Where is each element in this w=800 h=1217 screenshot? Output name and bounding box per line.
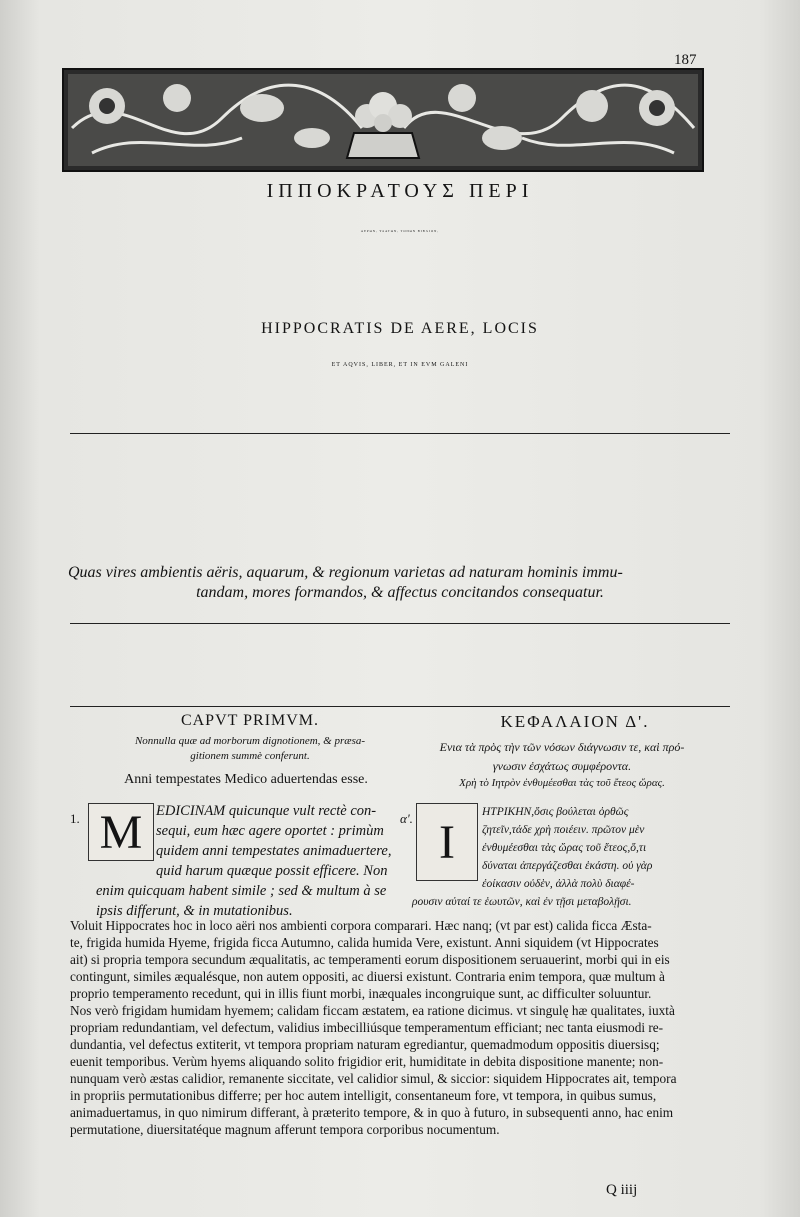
caput-text-line: quidem anni tempestates animaduertere, [156,843,392,859]
commentary-line: contingunt, similes æqualésque, non autem oppositi, ac diuersi existunt. Contraria enim tempora, quæ multum à [70,969,665,984]
greek-text-line: ἐοίκασιν οὐδὲν, ἀλλὰ πολὺ διαφέ- [482,878,635,890]
caput-text-line: EDICINAM quicunque vult rectè con- [156,803,377,819]
caput-text-line: sequi, eum hæc agere oportet : primùm [156,823,384,839]
page-number: 187 [674,52,697,68]
greek-text-line: ρουσιν αὐταί τε ἑωυτῶν, καὶ ἐν τῇσι μεταβολῇσι. [412,896,632,908]
caput-text-line: enim quicquam habent simile ; sed & multum à se [96,883,387,899]
commentary-line: proprio temperamento recedunt, qui in illis fiunt morbi, inæquales incongruique sunt, ac difficulter soluuntur. [70,986,652,1001]
divider-rule [70,623,730,624]
latin-title-line-2: ET AQVIS, LIBER, ET IN EVM GALENI [331,362,469,368]
decorated-initial-I [416,803,478,881]
divider-rule [70,433,730,434]
floral-headpiece-ornament [62,68,704,172]
decorated-initial-M [88,803,154,861]
kephalaion-d-heading: ΚΕΦΑΛΑΙΟΝ Δ'. [500,712,650,731]
caput-heading: CAPVT PRIMVM. [180,712,320,729]
caput-text-line: quid harum quæque possit efficere. Non [156,863,388,879]
commentary-line: ait) si propria tempora secundum æqualitatis, ac temperamenti eorum dispositionem seruauerint, morbi qui in eis [70,952,670,967]
dropcap-letter: I [439,815,455,869]
commentary-line: Voluit Hippocrates hoc in loco aëri nos ambienti corpora comparari. Hæc nanq; (vt par est) calida ficca Æsta- [70,918,652,933]
divider-rule [70,706,730,707]
caput-subtitle-line: Nonnulla quæ ad morborum dignotionem, & præsa- [134,735,366,747]
greek-title-line-1: ΙΠΠΟΚΡΑΤΟΥΣ ΠΕΡΙ [266,180,534,202]
argumentum-libri-line: Quas vires ambientis aëris, aquarum, & regionum varietas ad naturam hominis immu- [68,564,623,581]
caput-text-line: ipsis differunt, & in mutationibus. [96,903,293,919]
greek-text-line: δύναται ἀπεργάζεσθαι ἑκάστη. οὐ γὰρ [482,860,653,872]
caput-note: Anni tempestates Medico aduertendas esse. [124,772,368,787]
commentary-line: nunquam verò æstas calidior, remanente siccitate, vel calidior simul, & siccior: siquidem Hippocrates ait, tempora [70,1071,677,1086]
commentary-line: te, frigida humida Hyeme, frigida ficca Autumno, calida humida Vere, existunt. Anni siquidem (vt Hippocrates [70,935,659,950]
section-number: α'. [400,811,413,826]
caput-subtitle-line: gitionem summè conferunt. [190,750,310,762]
greek-text-line: ΗΤΡΙΚΗΝ,ὅσις βούλεται ὀρθῶς [482,806,629,818]
greek-title-line-2: ΑΕΡΩΝ, ΥΔΑΤΩΝ, ΤΟΠΩΝ ΒΙΒΛΙΟΝ, [360,229,440,233]
dropcap-letter: M [99,805,143,859]
kephalaion-d-note: Χρὴ τὸ Ιητρὸν ἐνθυμέεσθαι τὰς τοῦ ἔτεος ὥρας. [459,777,665,789]
commentary-line: propriam redundantiam, vel defectum, validius imbecilliúsque temperamentum efficiant; nec tanta eiusmodi re- [70,1020,664,1035]
caput-subtitle [98,734,402,764]
kephalaion-d-subtitle [412,738,712,776]
argumentum-libri-line: tandam, mores formandos, & affectus concitandos consequatur. [196,584,604,601]
commentary-line: permutatione, diuersitatéque magnum afferunt tempora corporibus nocumentum. [70,1122,500,1137]
commentary-line: Nos verò frigidam humidam hyemem; calidam ficcam æstatem, ea ratione dicimus. vt singulę hæ qualitates, iuxtà [70,1003,675,1018]
latin-title-line-1: HIPPOCRATIS DE AERE, LOCIS [261,320,539,337]
kephalaion-d-subtitle-line: Ενια τὰ πρὸς τὴν τῶν νόσων διάγνωσιν τε, καὶ πρό- [439,740,685,754]
commentary-line: dundantia, vel defectus extiterit, vt tempora propriam naturam egrediantur, quemadmodum oppositis diuersisq; [70,1037,660,1052]
greek-text-line: ζητεῖν,τάδε χρὴ ποιέειν. πρῶτον μὲν [482,824,645,836]
greek-text-line: ἐνθυμέεσθαι τὰς ὥρας τοῦ ἔτεος,ὅ,τι [482,842,647,854]
commentary-line: euenit temporibus. Verùm hyems aliquando solito frigidior erit, humiditate in debita dispositione manente; non- [70,1054,664,1069]
kephalaion-d-subtitle-line: γνωσιν ἐσχάτως συμφέροντα. [492,759,632,773]
section-number: 1. [70,811,80,826]
commentary-line: animaduertamus, in quo nimirum differant, à præterito tempore, & in quo à futuro, in subsequenti anno, hac enim [70,1105,674,1120]
signature-mark: Q iiij [606,1182,638,1198]
commentary-line: in propriis permutationibus differre; per hoc autem intelligit, consentaneum fore, vt tempora, in quibus sumus, [70,1088,657,1103]
